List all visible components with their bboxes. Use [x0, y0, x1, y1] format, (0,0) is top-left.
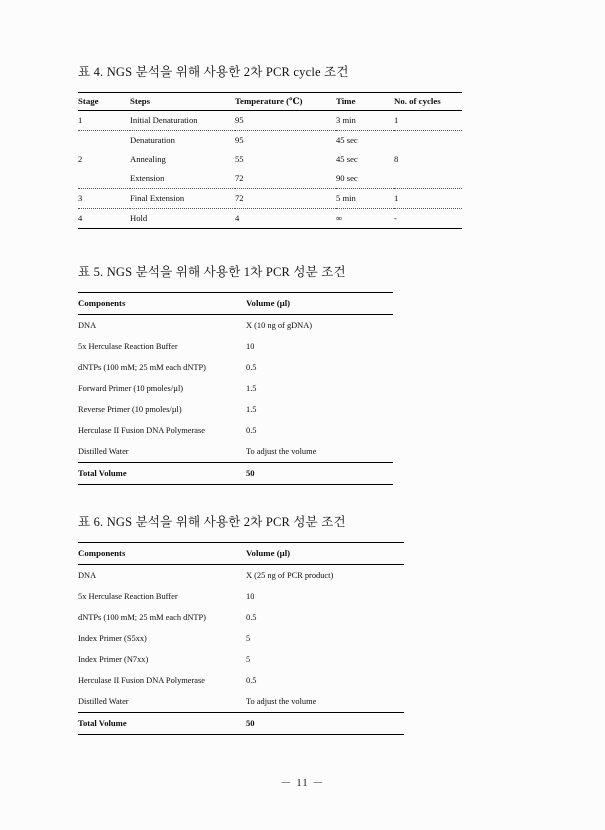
cell-cycles: 1: [394, 111, 462, 131]
table-row: [78, 131, 462, 151]
cell-temperature: 72: [235, 169, 336, 189]
cell-cycles: 8: [394, 154, 399, 164]
cell-total-value: 50: [246, 713, 404, 735]
cell-total-label: Total Volume: [78, 713, 246, 735]
table5-header-row: [78, 293, 393, 315]
table-row: [78, 336, 393, 357]
table-row: [78, 209, 462, 229]
cell-volume: 10: [246, 592, 255, 601]
cell-stage: [78, 131, 130, 151]
cell-step: Annealing: [130, 154, 166, 164]
cell-time: 90 sec: [336, 169, 394, 189]
table4-caption: 표 4. NGS 분석을 위해 사용한 2차 PCR cycle 조건: [78, 65, 349, 79]
table5-caption: 표 5. NGS 분석을 위해 사용한 1차 PCR 성분 조건: [78, 265, 346, 279]
table4-col-cycles: No. of cycles: [394, 93, 462, 111]
table-row: [78, 441, 393, 463]
cell-volume: 0.5: [246, 676, 257, 685]
table5-first-pcr-components: [78, 292, 393, 485]
table6-total-row: [78, 713, 404, 735]
cell-temperature: 4: [235, 209, 336, 229]
table-row: [78, 628, 404, 649]
table-row: [78, 315, 393, 337]
table-row: [78, 420, 393, 441]
cell-time: 3 min: [336, 111, 394, 131]
cell-step: Final Extension: [130, 189, 235, 209]
cell-total-value: 50: [246, 463, 393, 485]
table-row: [78, 150, 462, 169]
cell-component: Herculase II Fusion DNA Polymerase: [78, 676, 205, 685]
cell-step: Denaturation: [130, 135, 175, 145]
cell-step: Extension: [130, 169, 235, 189]
page-number: － 11 －: [280, 777, 325, 789]
cell-volume: To adjust the volume: [246, 691, 404, 713]
table6-caption: 표 6. NGS 분석을 위해 사용한 2차 PCR 성분 조건: [78, 515, 346, 529]
cell-component: Forward Primer (10 pmoles/µl): [78, 384, 184, 393]
table5-col-volume: Volume (µl): [246, 293, 393, 315]
cell-volume: 0.5: [246, 613, 257, 622]
table6-col-volume: Volume (µl): [246, 543, 404, 565]
cell-step: Initial Denaturation: [130, 111, 235, 131]
cell-time: 45 sec: [336, 135, 358, 145]
cell-stage: 3: [78, 189, 130, 209]
cell-volume: X (10 ng of gDNA): [246, 321, 313, 330]
table-row: [78, 691, 404, 713]
cell-volume: 0.5: [246, 426, 257, 435]
table-row: [78, 189, 462, 209]
table-row: [78, 607, 404, 628]
cell-volume: 0.5: [246, 363, 257, 372]
cell-volume: X (25 ng of PCR product): [246, 571, 334, 580]
cell-cycles: 1: [394, 189, 462, 209]
table-row: [78, 565, 404, 587]
cell-volume: To adjust the volume: [246, 441, 393, 463]
cell-component: Distilled Water: [78, 691, 246, 713]
table-row: [78, 378, 393, 399]
cell-component: Distilled Water: [78, 441, 246, 463]
cell-stage: 2: [78, 154, 83, 164]
table5-total-row: [78, 463, 393, 485]
cell-component: Herculase II Fusion DNA Polymerase: [78, 426, 205, 435]
cell-time: 45 sec: [336, 154, 358, 164]
cell-temperature: 72: [235, 189, 336, 209]
cell-temperature: 95: [235, 135, 244, 145]
cell-time: ∞: [336, 209, 394, 229]
cell-volume: 5: [246, 655, 251, 664]
table6-header-row: [78, 543, 404, 565]
table6-col-components: Components: [78, 543, 246, 565]
cell-component: Index Primer (N7xx): [78, 655, 149, 664]
cell-component: DNA: [78, 321, 97, 330]
table-row: [78, 399, 393, 420]
cell-step: Hold: [130, 209, 235, 229]
cell-volume: 1.5: [246, 405, 257, 414]
table-row: [78, 357, 393, 378]
table4-col-temperature: Temperature (℃): [235, 93, 336, 111]
cell-stage: 4: [78, 209, 130, 229]
table-row: [78, 586, 404, 607]
cell-volume: 1.5: [246, 384, 257, 393]
cell-stage: 1: [78, 111, 130, 131]
table-row: [78, 649, 404, 670]
table-row: [78, 111, 462, 131]
cell-component: DNA: [78, 571, 97, 580]
table-row: [78, 670, 404, 691]
cell-stage: [78, 169, 130, 189]
table4-col-steps: Steps: [130, 93, 235, 111]
table4-col-time: Time: [336, 93, 394, 111]
cell-component: Index Primer (S5xx): [78, 634, 147, 643]
cell-temperature: 95: [235, 111, 336, 131]
cell-cycles: [394, 131, 462, 151]
cell-cycles: [394, 169, 462, 189]
cell-component: 5x Herculase Reaction Buffer: [78, 342, 178, 351]
cell-total-label: Total Volume: [78, 463, 246, 485]
table4-pcr-cycle-conditions: [78, 92, 462, 229]
cell-cycles: -: [394, 209, 462, 229]
table5-col-components: Components: [78, 293, 246, 315]
cell-component: dNTPs (100 mM; 25 mM each dNTP): [78, 363, 206, 372]
cell-component: 5x Herculase Reaction Buffer: [78, 592, 178, 601]
cell-time: 5 min: [336, 189, 394, 209]
cell-volume: 10: [246, 342, 255, 351]
table-row: [78, 169, 462, 189]
table4-header-row: [78, 93, 462, 111]
table4-col-stage: Stage: [78, 93, 130, 111]
table6-second-pcr-components: [78, 542, 404, 735]
cell-temperature: 55: [235, 154, 244, 164]
cell-component: Reverse Primer (10 pmoles/µl): [78, 405, 182, 414]
cell-volume: 5: [246, 634, 251, 643]
cell-component: dNTPs (100 mM; 25 mM each dNTP): [78, 613, 206, 622]
